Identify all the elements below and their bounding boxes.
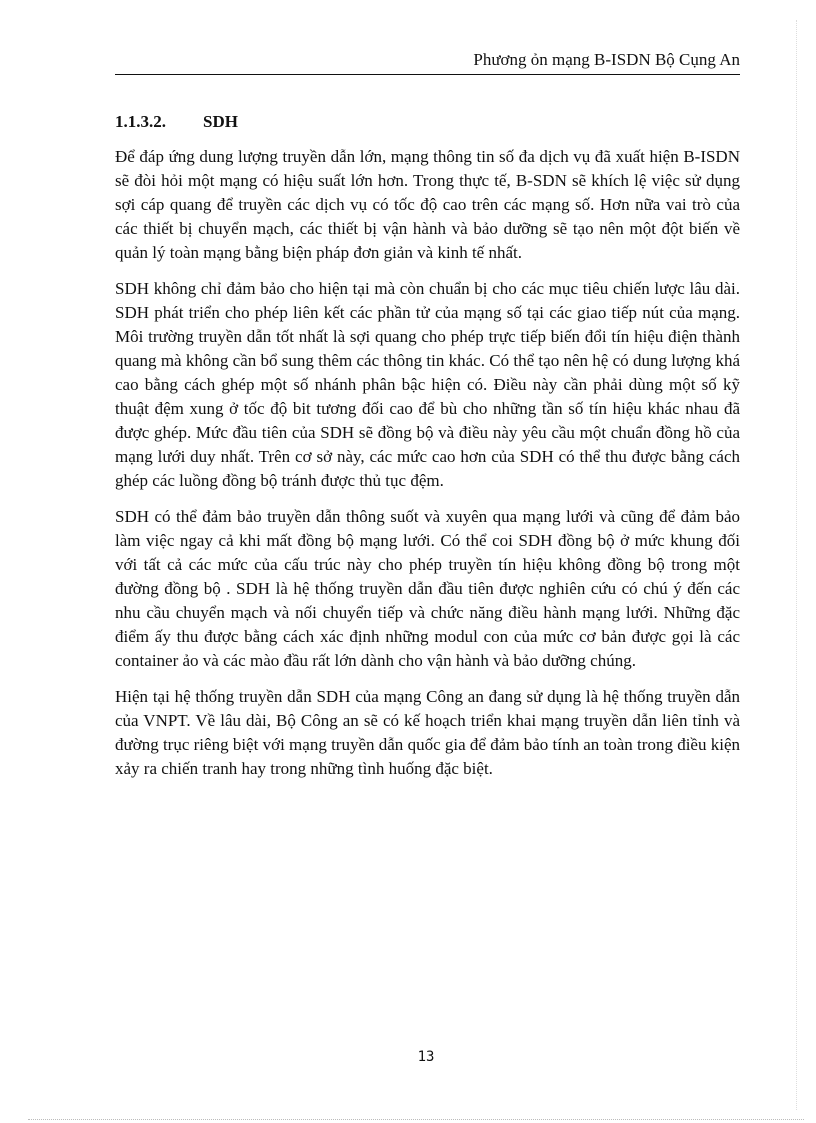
running-header: Phương ỏn mạng B-ISDN Bộ Cụng An <box>473 50 740 69</box>
section-number: 1.1.3.2. <box>115 112 166 131</box>
page-edge-divider <box>796 20 797 1110</box>
paragraph: Để đáp ứng dung lượng truyền dẫn lớn, mạng thông tin số đa dịch vụ đã xuất hiện B-ISDN sẽ đòi hỏi một mạng có hiệu suất lớn hơn. Trong thực tế, B-SDN sẽ khích lệ việc sử dụng sợi cáp quang để truyền các dịch vụ có tốc độ cao trên các mạng số. Hơn nữa vai trò của các thiết bị chuyển mạch, các thiết bị vận hành và bảo dưỡng sẽ tạo nên một đột biến về quản lý toàn mạng bằng biện pháp đơn giản và kinh tế nhất. <box>115 147 740 262</box>
section-heading <box>115 110 238 134</box>
page-number: 13 <box>417 1049 435 1065</box>
header-rule <box>115 74 740 75</box>
section-title: SDH <box>203 112 238 131</box>
paragraph: SDH có thể đảm bảo truyền dẫn thông suốt và xuyên qua mạng lưới và cũng để đảm bảo làm việc ngay cả khi mất đồng bộ mạng lưới. Có thể coi SDH đồng bộ ở mức khung đối với tất cả các mức của cấu trúc này cho phép truyền tín hiệu không đồng bộ trong một đường đồng bộ . SDH là hệ thống truyền dẫn đầu tiên được nghiên cứu có chú ý đến các nhu cầu chuyển mạch và nối chuyển tiếp và chức năng điều hành mạng lưới. Những đặc điểm ấy thu được bằng cách xác định những modul con của mức cơ bản được gọi là các container ảo và các mào đầu rất lớn dành cho vận hành và bảo dưỡng chúng. <box>115 507 740 670</box>
body-text <box>115 145 740 793</box>
page-break-divider <box>28 1119 804 1120</box>
paragraph: SDH không chỉ đảm bảo cho hiện tại mà còn chuẩn bị cho các mục tiêu chiến lược lâu dài. SDH phát triển cho phép liên kết các phần tử của mạng số tại các giao tiếp nút của mạng. Môi trường truyền dẫn tốt nhất là sợi quang cho phép trực tiếp biến đổi tín hiệu điện thành quang mà không cần bổ sung thêm các thông tin khác. Có thể tạo nên hệ có dung lượng khá cao bằng cách ghép một số nhánh phân bậc hiện có. Điều này cần phải dùng một số kỹ thuật đệm xung ở tốc độ bit tương đối cao để bù cho những tần số tín hiệu khác nhau đã được ghép. Mức đầu tiên của SDH sẽ đồng bộ và điều này yêu cầu một chuẩn đồng hồ của mạng lưới duy nhất. Trên cơ sở này, các mức cao hơn của SDH có thể thu được bằng cách ghép các luồng đồng bộ tránh được thủ tục đệm. <box>115 279 740 490</box>
paragraph: Hiện tại hệ thống truyền dẫn SDH của mạng Công an đang sử dụng là hệ thống truyền dẫn của VNPT. Về lâu dài, Bộ Công an sẽ có kế hoạch triển khai mạng truyền dẫn liên tỉnh và đường trục riêng biệt với mạng truyền dẫn quốc gia để đảm bảo tính an toàn trong điều kiện xảy ra chiến tranh hay trong những tình huống đặc biệt. <box>115 687 740 778</box>
